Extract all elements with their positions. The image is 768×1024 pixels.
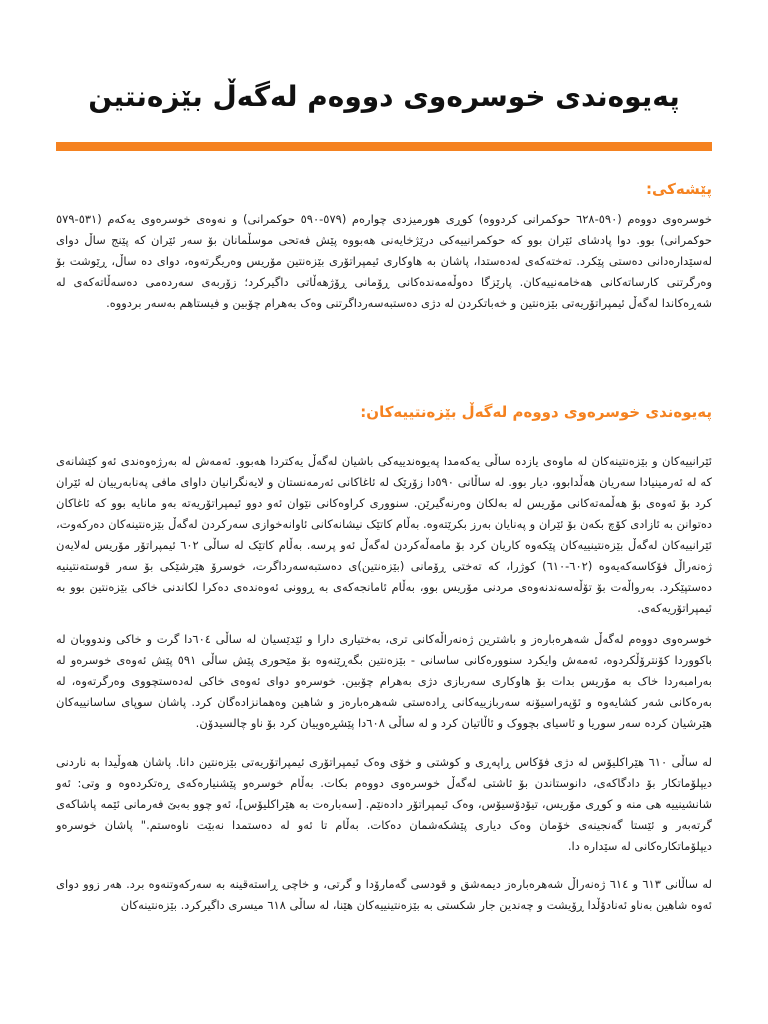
paragraph-intro: خوسرەوی دووەم (٥٩٠-٦٢٨ حوکمرانی کردووە) کوڕی هورمیزدی چوارەم (٥٧٩-٥٩٠ حوکمرانی) و نەوەی خوسرەوی یەکەم (٥٣١-٥٧٩ حوکمرانی) بوو. دوا پادشای ئێران بوو کە حوکمرانییەکی درێژخایەنی هەبووە پێش فەتحی موسڵمانان بۆ سەر ئێران کە پێنج ساڵ دوای لەسێدارەدانی دەستی پێکرد. تەختەکەی لەدەستدا، پاشان بە هاوکاری ئیمپراتۆری بێزەنتین مۆریس وەریگرتەوە، دوای دە ساڵ، ڕێوشت بۆ وەرگرتنی کارساتەکانی هەخامەنییەکان. پارێزگا دەوڵەمەندەکانی ڕۆمانی ڕۆژهەڵاتی داگیرکرد؛ زۆربەی سەردەمی دەسەڵاتەکەی لە شەڕەکاندا لەگەڵ ئیمپراتۆریەتی بێزەنتین و خەباتکردن لە دژی دەستبەسەرداگرتنی وەک بەهرام چۆبین و فیستاهم بەسەر بردووە.: [56, 212, 712, 310]
orange-divider: [56, 142, 712, 151]
page-title: پەیوەندی خوسرەوی دووەم لەگەڵ بێزەنتین: [88, 80, 680, 113]
section-heading-intro: پێشەکی:: [645, 180, 712, 198]
paragraph-relations-1: ئێرانییەکان و بێزەنتینەکان لە ماوەی یازدە ساڵی یەکەمدا پەیوەندییەکی باشیان لەگەڵ یەکتردا هەبوو. ئەمەش لە بەرژەوەندی ئەو کێشانەی کە لە ئەرمینیادا سەریان هەڵدابوو، دیار بوو. لە ساڵانی ٥٩٠دا زۆرێک لە ئاغاکانی ئەرمەنستان و لایەنگرانیان داوای مافی پەنابەرییان لە ئێران کرد بۆ ئەوەی بۆ هەڵمەتەکانی مۆریس لە بەلکان وەرنەگیرێن. سنووری کراوەکانی نێوان ئەو دوو ئیمپراتۆریەتە بەو مانایە بوو کە ئاغاکان دەتوانن بە ئازادی کۆچ بکەن بۆ ئێران و پەنایان بەرز بکرێتەوە. بەڵام کاتێک نیشانەکانی ئاوانەخوازی سەرکردن لەگەڵ بێزەنتینەکان دەرکەوت، ئێرانییەکان لەگەڵ بێزەنتینییەکان پێکەوە کاریان کرد بۆ مامەڵەکردن لەگەڵ ئەو پرسە. بەڵام کاتێک لە ساڵی ٦٠٢ ئیمپراتۆر مۆریس لەلایەن ژەنەراڵ فۆکاسەکەیەوە (٦٠٢-٦١٠) کوژرا، کە تەختی ڕۆمانی (بێزەنتین)ی دەستبەسەرداگرت، خوسرۆ هێرشێکی بۆ سەر قوستەنتینیە دەستپێکرد. بەرواڵەت بۆ تۆڵەسەندنەوەی مردنی مۆریس بوو، بەڵام ئامانجەکەی بە ڕوونی ئەوەندەی دەکرا لکاندنی خاکی بێزەنتین بوو بە ئیمپراتۆریەکەی.: [56, 454, 713, 615]
paragraph-relations-2: خوسرەوی دووەم لەگەڵ شەهرەبارەز و باشترین ژەنەراڵەکانی تری، بەختیاری دارا و ئێدێسیان لە ساڵی ٦٠٤دا گرت و خاکی وندووبان لە باکووردا کۆنترۆڵکردوە، ئەمەش وایکرد سنوورەکانی ساسانی - بێزەنتین بگەڕێنەوە بۆ مێحوری پێش ساڵی ٥٩١ پێش ئەوەی خوسرەو لە بەرامبەردا خاک بە مۆریس بدات بۆ هاوکاری سەربازی دژی بەهرام چۆبین. خوسرەو دوای ئەوەی خاکی لەدەستچووی وەرگرتەوە، لە بەرەکانی شەر کشایەوە و ئۆپەراسیۆنە سەربازییەکانی ڕادەستی شەهرەبارەز و شاهین وەهمانزادەگان کرد. پاشان سوپای ساسانییەکان هێرشیان کردە سەر سوریا و ئاسیای بچووک و ئاڵاتیان کرد و لە ساڵی ٦٠٨دا پێشڕەوییان کرد بۆ ناو چالسیدۆن.: [56, 632, 713, 730]
paragraph-relations-3: لە ساڵی ٦١٠ هێراکلیۆس لە دژی فۆکاس ڕاپەڕی و کوشتی و خۆی وەک ئیمپراتۆری ئیمپراتۆریەتی بێزەنتین دانا. پاشان هەوڵیدا بە ناردنی دیپلۆماتکار بۆ دادگاکەی، دانوستاندن بۆ ئاشتی لەگەڵ خوسرەوی دووەم بکات. بەڵام خوسرەو پێشنیارەکەی ڕەتکردەوە و وتی: ئەو شانشینییە هی منە و کوڕی مۆریس، تیۆدۆسیۆس، وەک ئیمپراتۆر دادەنێم. [سەبارەت بە هێراکلیۆس]، ئەو چوو بەبێ فەرمانی ئێمە پاشاکەی گرتەبەر و ئێستا گەنجینەی خۆمان وەک دیاری پێشکەشمان دەکات. بەڵام تا ئەو لە دەستمدا نەبێت ناوەستم." پاشان خوسرەو دیپلۆماتکارەکانی لە سێدارە دا.: [56, 755, 712, 853]
paragraph-relations-4: لە ساڵانی ٦١٣ و ٦١٤ ژەنەراڵ شەهرەبارەز دیمەشق و قودسی گەمارۆدا و گرتی، و خاچی ڕاستەقینە بە سەرکەوتنەوە برد. هەر زوو دوای ئەوە شاهین بەناو ئەنادۆڵدا ڕۆیشت و چەندین جار شکستی بە بێزەنتینییەکان هێنا، لە ساڵی ٦١٨ میسری داگیرکرد. بێزەنتینەکان: [56, 877, 712, 912]
section-heading-relations: پەیوەندی خوسرەوی دووەم لەگەڵ بێزەنتییەکان:: [360, 403, 712, 421]
